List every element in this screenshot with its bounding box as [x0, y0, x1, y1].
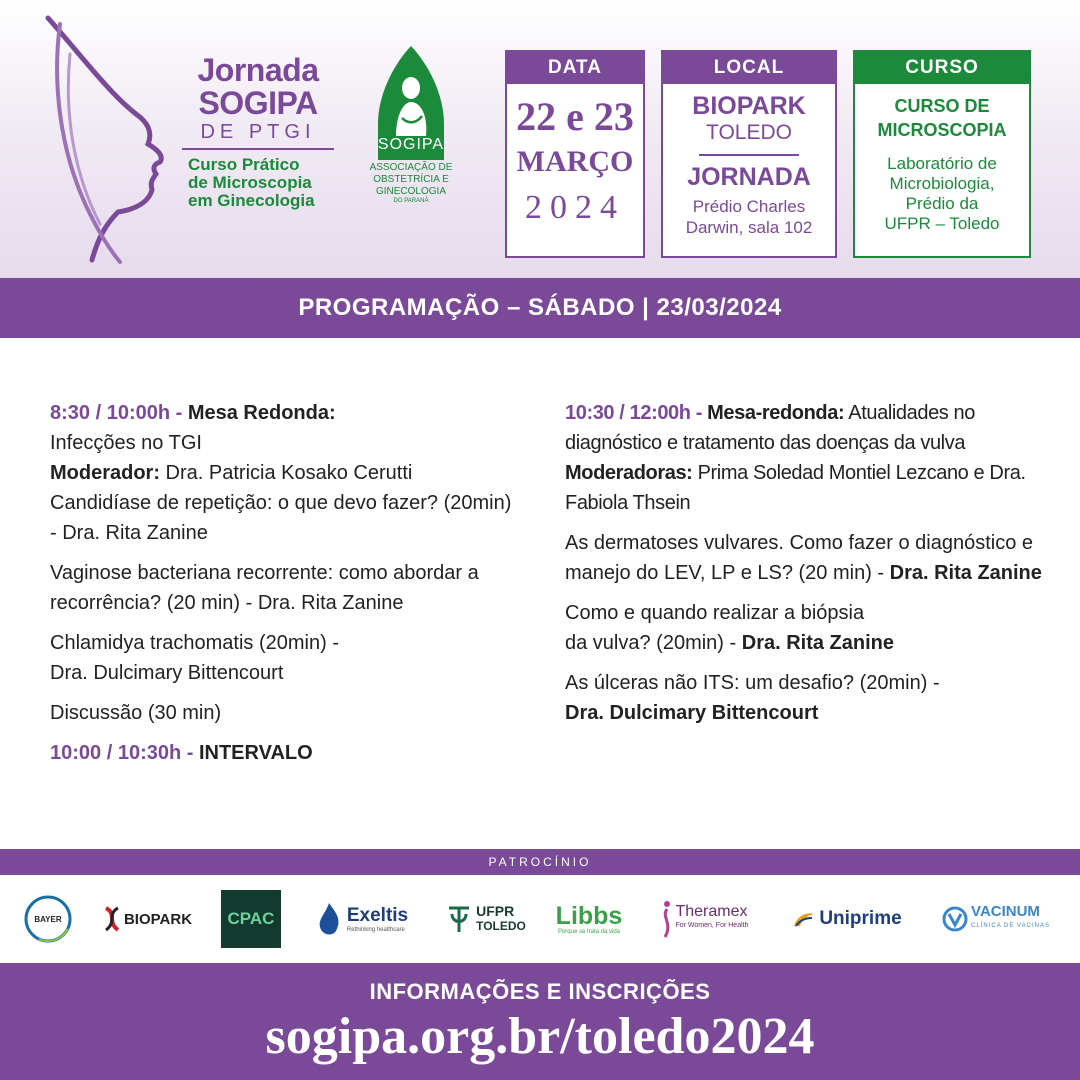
schedule-topic: Atualidades no diagnóstico e tratamento das doenças da vulva [565, 402, 975, 454]
sponsor-exeltis [306, 889, 416, 949]
schedule-item: Discussão (30 min) [50, 702, 222, 724]
schedule-item [50, 628, 520, 688]
info-registration-label: INFORMAÇÕES E INSCRIÇÕES [369, 979, 711, 1004]
talk-text: Candidíase de repetição: o que devo fazer? (20min) - Dra. Rita Zanine [50, 492, 512, 544]
talk-text: As dermatoses vulvares. Como fazer o diagnóstico e manejo do LEV, LP e LS? (20 min) - [565, 532, 1033, 584]
exeltis-tagline: Rethinking healthcare [346, 927, 405, 933]
course-place-line-1: Laboratório de [887, 154, 997, 173]
sponsors-row [0, 875, 1080, 963]
course-place-line-3: Prédio da [905, 194, 979, 213]
sponsor-vacinum [936, 889, 1056, 949]
course-title [855, 94, 1029, 142]
exeltis-text: Exeltis [346, 905, 409, 926]
location-room-line-2: Darwin, sala 102 [685, 218, 813, 237]
talk-speaker: Dra. Rita Zanine [741, 632, 895, 654]
schedule-item [565, 528, 1045, 588]
libbs-text: Libbs [555, 902, 623, 930]
schedule-item [50, 738, 520, 768]
sponsor-cpac [221, 889, 281, 949]
location-divider [699, 154, 799, 156]
location-box-label: LOCAL [663, 52, 835, 84]
location-room [663, 196, 835, 238]
sogipa-sub-3: GINECOLOGIA [375, 186, 446, 197]
location-event: JORNADA [687, 163, 811, 191]
theramex-figure-icon [659, 899, 675, 939]
event-brand [178, 54, 338, 210]
location-box [661, 50, 837, 258]
theramex-tagline: For Women, For Health [675, 922, 749, 929]
sogipa-name: SOGIPA [377, 136, 445, 153]
brand-line-3: DE PTGI [182, 120, 334, 150]
libbs-tagline: Porque se trata da vida [557, 929, 621, 935]
talk-speaker: Dra. Dulcimary Bittencourt [50, 662, 284, 684]
schedule-time: 10:30 / 12:00h - [565, 402, 708, 424]
schedule-topic: Infecções no TGI [50, 432, 202, 454]
talk-text: As úlceras não ITS: um desafio? (20min) - [565, 672, 940, 694]
course-title-line-2: MICROSCOPIA [877, 120, 1007, 140]
talk-speaker: Dra. Rita Zanine [889, 562, 1042, 584]
course-box-label: CURSO [855, 52, 1029, 84]
schedule-left-column [50, 398, 520, 778]
date-year: 2024 [525, 189, 625, 226]
location-venue: BIOPARK [692, 92, 806, 120]
uniprime-text: Uniprime [819, 908, 902, 929]
location-city: TOLEDO [706, 121, 792, 144]
biopark-mark-icon [103, 906, 121, 932]
footer [0, 963, 1080, 1080]
sponsors-label: PATROCÍNIO [0, 849, 1080, 875]
ufpr-emblem-icon [446, 904, 472, 934]
moderator-name: Dra. Patricia Kosako Cerutti [160, 462, 413, 484]
sogipa-sub-1: ASSOCIAÇÃO DE [369, 162, 453, 173]
brand-subtitle-line-1: Curso Prático [188, 155, 300, 174]
location-room-line-1: Prédio Charles [692, 197, 806, 216]
course-place-line-2: Microbiologia, [889, 174, 995, 193]
schedule-right-column [565, 398, 1045, 738]
theramex-text: Theramex [675, 903, 748, 920]
date-days: 22 e 23 [516, 94, 634, 139]
course-title-line-1: CURSO DE [894, 96, 990, 116]
schedule-time: 8:30 / 10:00h - [50, 402, 188, 424]
vacinum-v-icon [942, 906, 968, 932]
cpac-logo: CPAC [221, 890, 281, 948]
course-box [853, 50, 1031, 258]
talk-text: Chlamidya trachomatis (20min) - [50, 632, 339, 654]
schedule-item [50, 398, 520, 548]
brand-subtitle-line-3: em Ginecologia [188, 191, 315, 210]
schedule-item [565, 598, 1045, 658]
sponsor-theramex [650, 889, 758, 949]
date-month: MARÇO [516, 145, 634, 178]
brand-line-1: Jornada [197, 52, 319, 88]
sogipa-logo [362, 44, 460, 205]
sponsor-bayer [22, 889, 74, 949]
schedule-item: Vaginose bacteriana recorrente: como abordar a recorrência? (20 min) - Dra. Rita Zanine [50, 562, 479, 614]
woman-profile-icon [40, 14, 180, 264]
schedule-item [565, 668, 1045, 728]
course-place [855, 154, 1029, 234]
uniprime-swoosh-icon [792, 910, 816, 928]
schedule-title: Mesa Redonda: [187, 402, 336, 424]
sponsor-uniprime [784, 889, 910, 949]
exeltis-flame-icon [314, 901, 344, 937]
date-box [505, 50, 645, 258]
sponsor-ufpr [440, 889, 532, 949]
registration-url-link[interactable]: sogipa.org.br/toledo2024 [265, 1008, 815, 1065]
talk-text: da vulva? (20min) - [565, 632, 742, 654]
moderator-name: Prima Soledad Montiel Lezcano e Dra. Fabiola Thsein [565, 462, 1026, 514]
talk-text: Como e quando realizar a biópsia [565, 602, 865, 624]
vacinum-tagline: CLÍNICA DE VACINAS [971, 923, 1050, 929]
sponsor-libbs [556, 889, 622, 949]
biopark-text: BIOPARK [123, 910, 193, 928]
ufpr-city: TOLEDO [476, 919, 526, 933]
bayer-text: BAYER [34, 914, 62, 924]
schedule-title: Mesa-redonda: [707, 402, 845, 424]
vacinum-text: VACINUM [971, 903, 1040, 920]
ufpr-text: UFPR [476, 903, 515, 919]
program-title-bar: PROGRAMAÇÃO – SÁBADO | 23/03/2024 [0, 278, 1080, 338]
sponsor-biopark [100, 889, 195, 949]
schedule-title: INTERVALO [198, 742, 313, 764]
header [0, 0, 1080, 278]
date-box-label: DATA [507, 52, 643, 84]
brand-subtitle [178, 156, 338, 210]
schedule-time: 10:00 / 10:30h - [50, 742, 199, 764]
schedule-item [565, 398, 1045, 518]
talk-speaker: Dra. Dulcimary Bittencourt [565, 702, 819, 724]
course-place-line-4: UFPR – Toledo [884, 214, 1000, 233]
brand-subtitle-line-2: de Microscopia [188, 173, 312, 192]
brand-line-2: SOGIPA [198, 85, 318, 121]
sogipa-sub-2: OBSTETRÍCIA E [373, 174, 449, 185]
moderator-label: Moderador: [50, 462, 160, 484]
sogipa-sub-4: DO PARANÁ [393, 198, 429, 204]
moderator-label: Moderadoras: [565, 462, 693, 484]
